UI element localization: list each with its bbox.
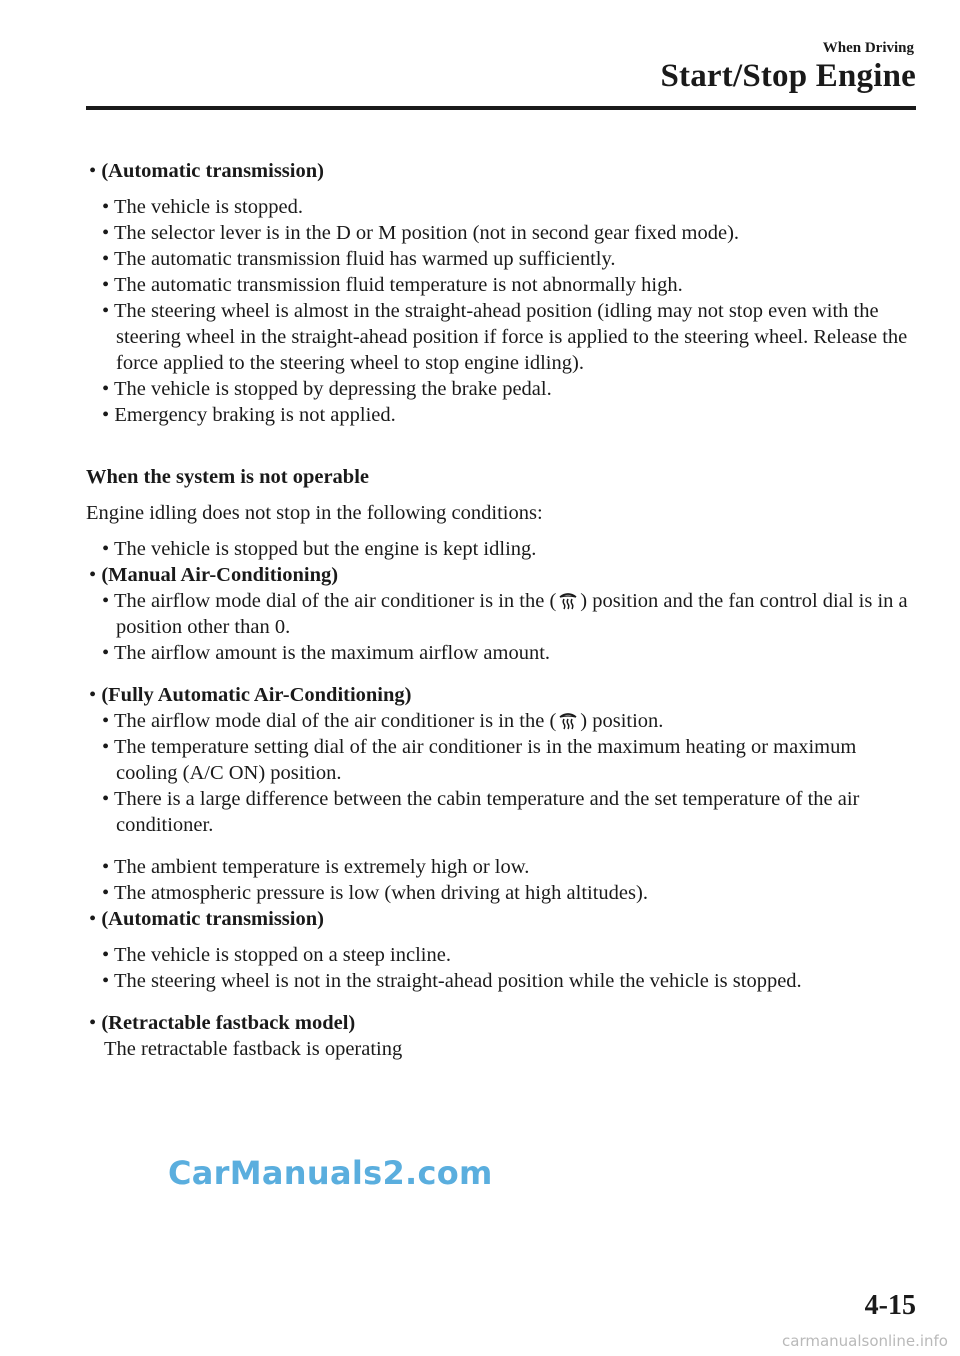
list-item: • The vehicle is stopped but the engine is kept idling. <box>102 538 537 560</box>
fully-auto-ac-label: • (Fully Automatic Air-Conditioning) <box>89 684 412 706</box>
windshield-defroster-icon <box>557 592 579 610</box>
list-item: • The automatic transmission fluid temperature is not abnormally high. <box>102 274 683 296</box>
manual-ac-label: • (Manual Air-Conditioning) <box>89 564 339 586</box>
page-number: 4-15 <box>864 1290 916 1321</box>
list-item: • The automatic transmission fluid has warmed up sufficiently. <box>102 248 616 270</box>
list-item: • There is a large difference between the cabin temperature and the set temperature of the air conditioner. <box>102 788 860 836</box>
list-item: • The temperature setting dial of the air conditioner is in the maximum heating or maximum cooling (A/C ON) position. <box>102 736 857 784</box>
list-item: • The selector lever is in the D or M position (not in second gear fixed mode). <box>102 222 740 244</box>
list-item: • The airflow amount is the maximum airflow amount. <box>102 642 551 664</box>
watermark-logo: CarManuals2.com <box>168 1154 493 1192</box>
retractable-fastback-text: The retractable fastback is operating <box>104 1038 403 1060</box>
automatic-transmission-label-2: • (Automatic transmission) <box>89 908 324 930</box>
header-section-label: When Driving <box>822 40 914 56</box>
footer-site-link[interactable]: carmanualsonline.info <box>782 1332 948 1350</box>
page-content <box>86 158 916 1062</box>
windshield-defroster-icon <box>557 712 579 730</box>
automatic-transmission-label: • (Automatic transmission) <box>89 160 324 182</box>
list-item: • The ambient temperature is extremely high or low. <box>102 856 530 878</box>
list-item: • The atmospheric pressure is low (when driving at high altitudes). <box>102 882 648 904</box>
section-heading: When the system is not operable <box>86 466 370 488</box>
list-item: • The vehicle is stopped on a steep incline. <box>102 944 451 966</box>
retractable-fastback-label: • (Retractable fastback model) <box>89 1012 356 1034</box>
header-rule <box>86 106 916 110</box>
page-title: Start/Stop Engine <box>660 58 916 94</box>
list-item: • The steering wheel is not in the straight-ahead position while the vehicle is stopped. <box>102 970 802 992</box>
list-item: • The airflow mode dial of the air conditioner is in the ( ) position and the fan control dial is in a position other than 0. <box>102 590 908 638</box>
list-item: • Emergency braking is not applied. <box>102 404 396 426</box>
list-item: • The airflow mode dial of the air conditioner is in the ( ) position. <box>102 710 664 732</box>
section-intro: Engine idling does not stop in the following conditions: <box>86 502 543 524</box>
list-item: • The steering wheel is almost in the straight-ahead position (idling may not stop even with the steering wheel in the straight-ahead position if force is applied to the steering wheel. Release the force applied to the steering wheel to stop engine idling). <box>102 300 908 374</box>
list-item: • The vehicle is stopped. <box>102 196 303 218</box>
list-item: • The vehicle is stopped by depressing the brake pedal. <box>102 378 552 400</box>
